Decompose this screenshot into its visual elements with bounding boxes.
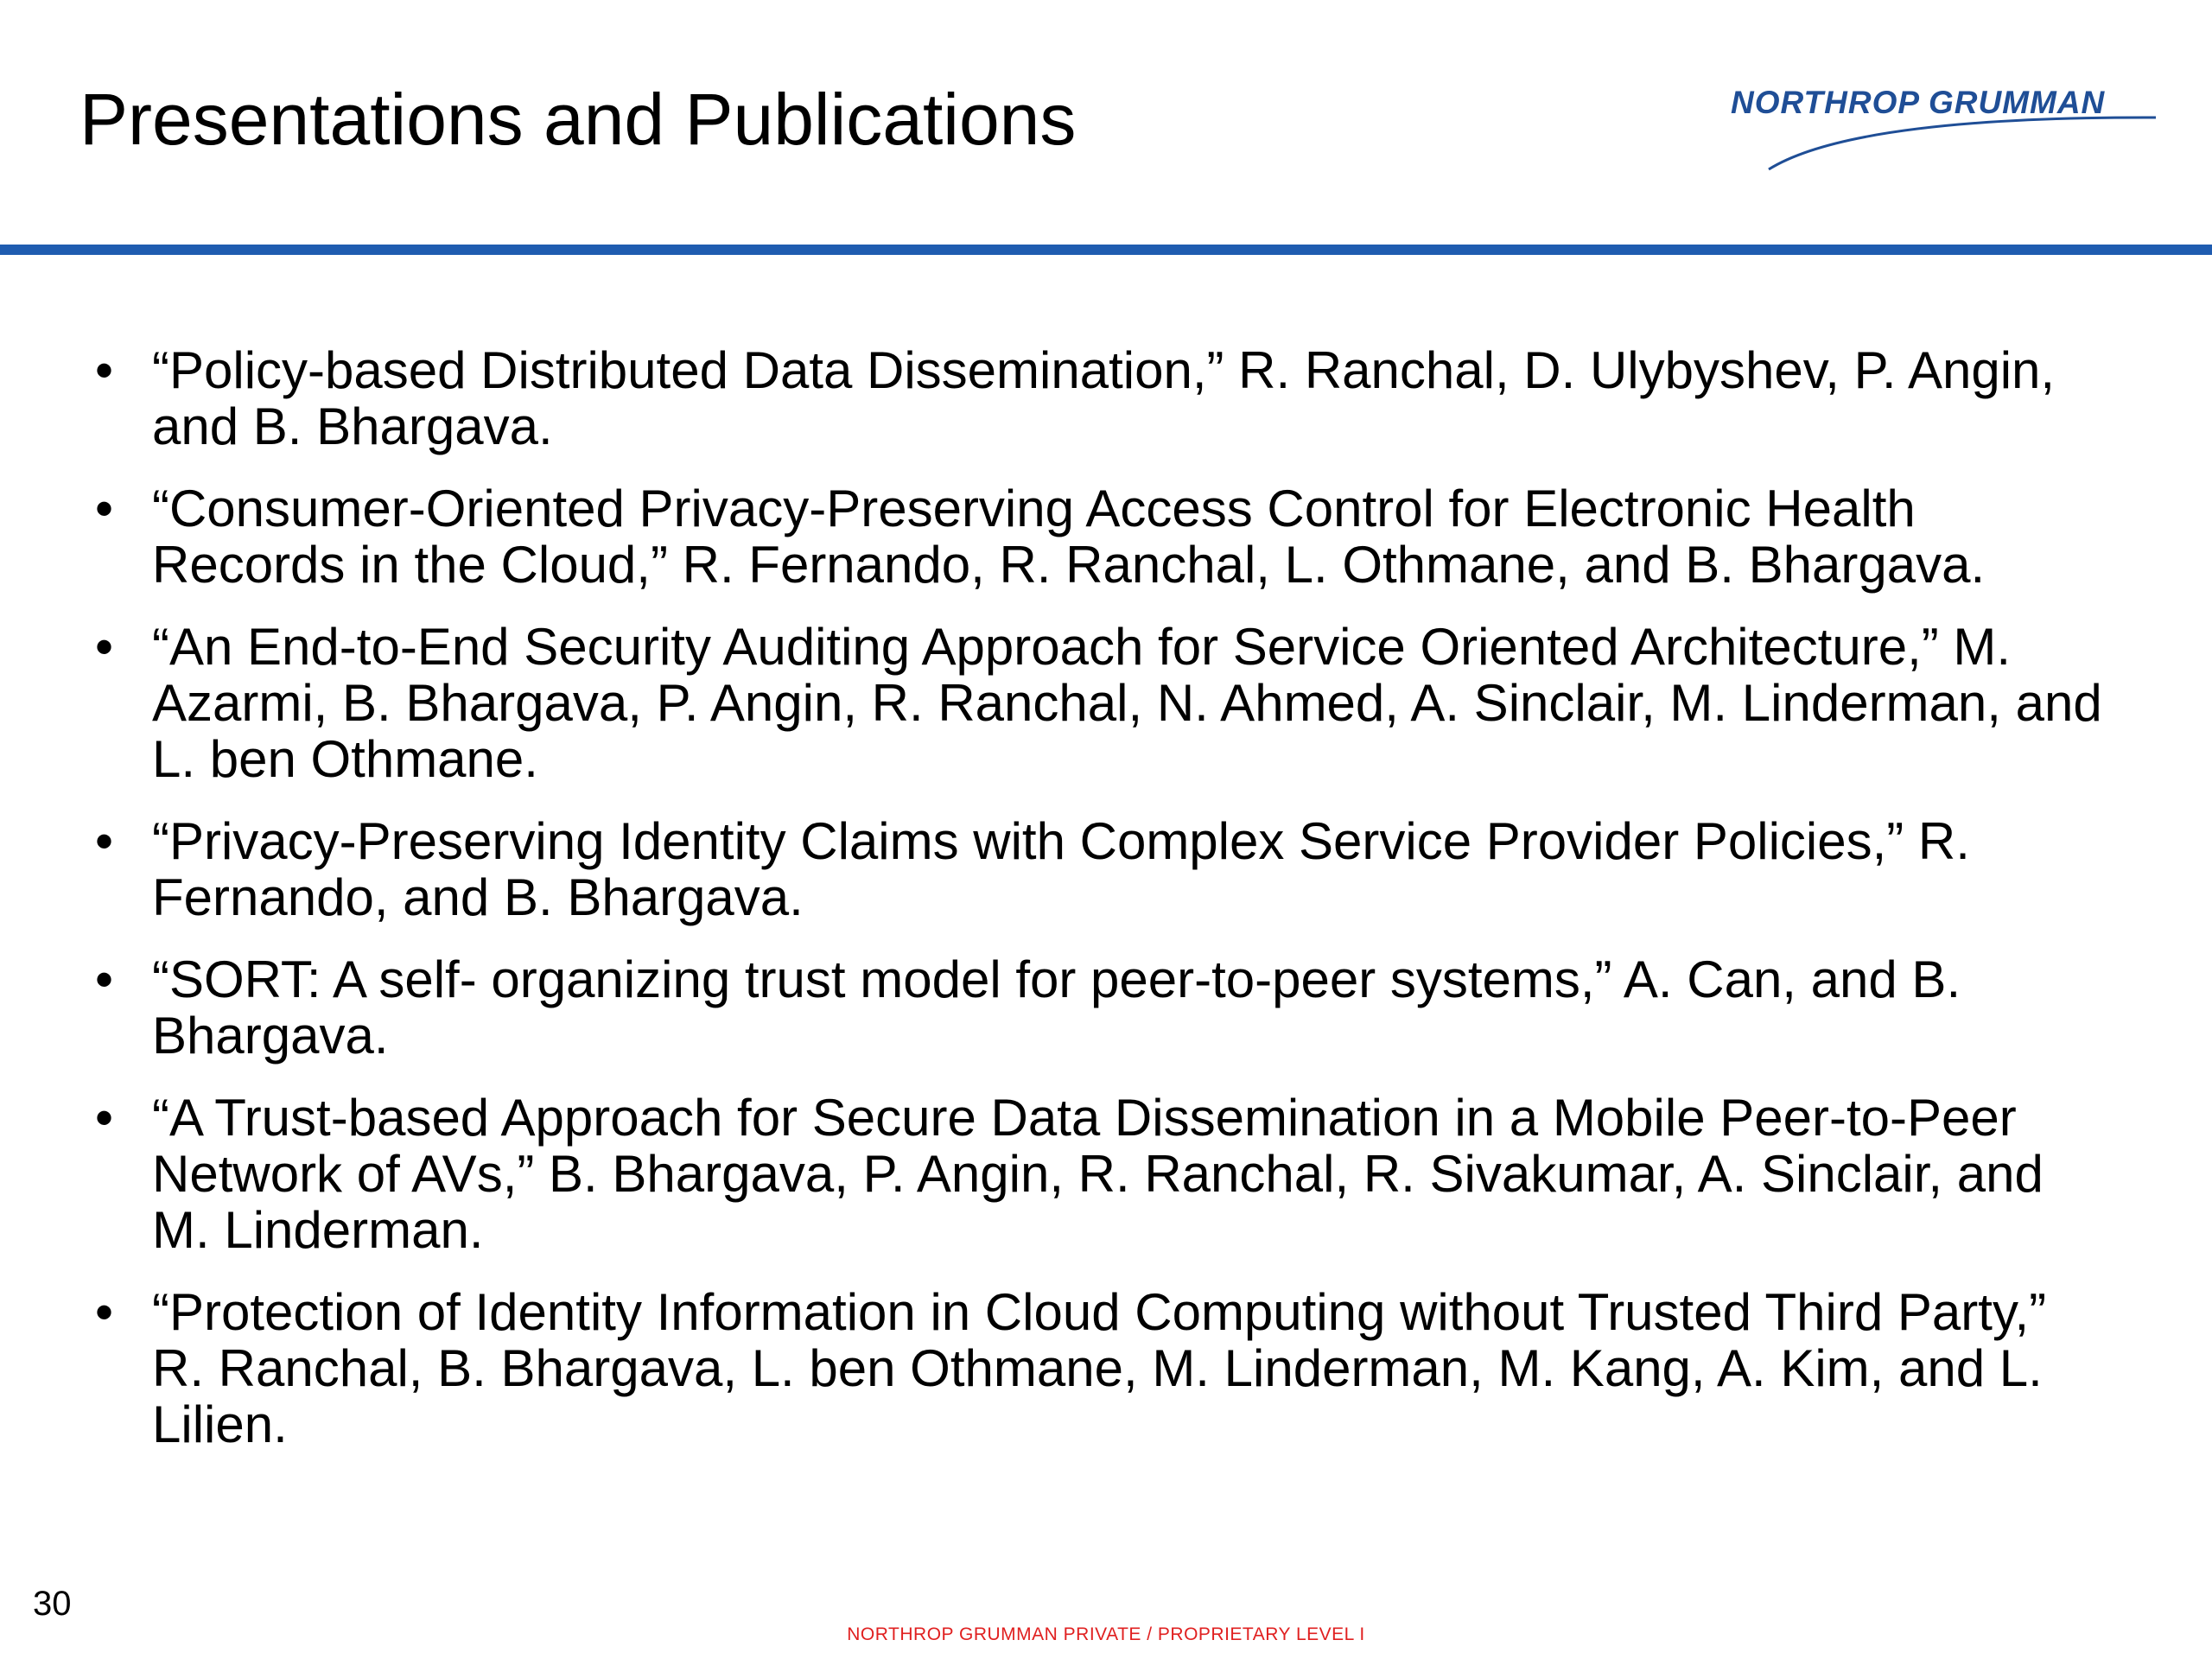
publication-citation: “A Trust-based Approach for Secure Data Dissemination in a Mobile Peer-to-Peer Network of AVs,” B. Bhargava, P. Angin, R. Ranchal, R. Sivakumar, A. Sinclair, and M. Linderman. <box>152 1089 2044 1259</box>
list-item <box>95 342 2108 454</box>
list-item <box>95 480 2108 593</box>
slide-title: Presentations and Publications <box>79 79 1077 160</box>
publication-citation: “Privacy-Preserving Identity Claims with Complex Service Provider Policies,” R. Fernando, and B. Bhargava. <box>152 812 1970 926</box>
bullet-icon: • <box>95 480 114 537</box>
publication-citation: “SORT: A self- organizing trust model for peer-to-peer systems,” A. Can, and B. Bhargava. <box>152 950 1961 1065</box>
proprietary-footer: NORTHROP GRUMMAN PRIVATE / PROPRIETARY LEVEL I <box>847 1624 1365 1644</box>
bullet-icon: • <box>95 341 114 399</box>
bullet-icon: • <box>95 1283 114 1341</box>
bullet-icon: • <box>95 1089 114 1147</box>
list-item <box>95 1284 2108 1452</box>
logo-wordmark: NORTHROP GRUMMAN <box>1731 85 2106 120</box>
bullet-icon: • <box>95 618 114 676</box>
list-item <box>95 813 2108 925</box>
publication-citation: “Consumer-Oriented Privacy-Preserving Access Control for Electronic Health Records in the Cloud,” R. Fernando, R. Ranchal, L. Othmane, and B. Bhargava. <box>152 480 1986 594</box>
publication-list <box>95 342 2108 1478</box>
publication-citation: “Policy-based Distributed Data Dissemination,” R. Ranchal, D. Ulybyshev, P. Angin, and B. Bhargava. <box>152 341 2056 455</box>
publication-citation: “Protection of Identity Information in Cloud Computing without Trusted Third Party,” R. Ranchal, B. Bhargava, L. ben Othmane, M. Linderman, M. Kang, A. Kim, and L. Lilien. <box>152 1283 2047 1453</box>
publication-citation: “An End-to-End Security Auditing Approach for Service Oriented Architecture,” M. Azarmi, B. Bhargava, P. Angin, R. Ranchal, N. Ahmed, A. Sinclair, M. Linderman, and L. ben Othmane. <box>152 618 2102 788</box>
list-item <box>95 951 2108 1064</box>
bullet-icon: • <box>95 812 114 870</box>
list-item <box>95 619 2108 787</box>
header-divider <box>0 245 2212 255</box>
northrop-grumman-logo-icon <box>1724 78 2164 173</box>
page-number: 30 <box>33 1585 72 1623</box>
list-item <box>95 1090 2108 1258</box>
bullet-icon: • <box>95 950 114 1008</box>
